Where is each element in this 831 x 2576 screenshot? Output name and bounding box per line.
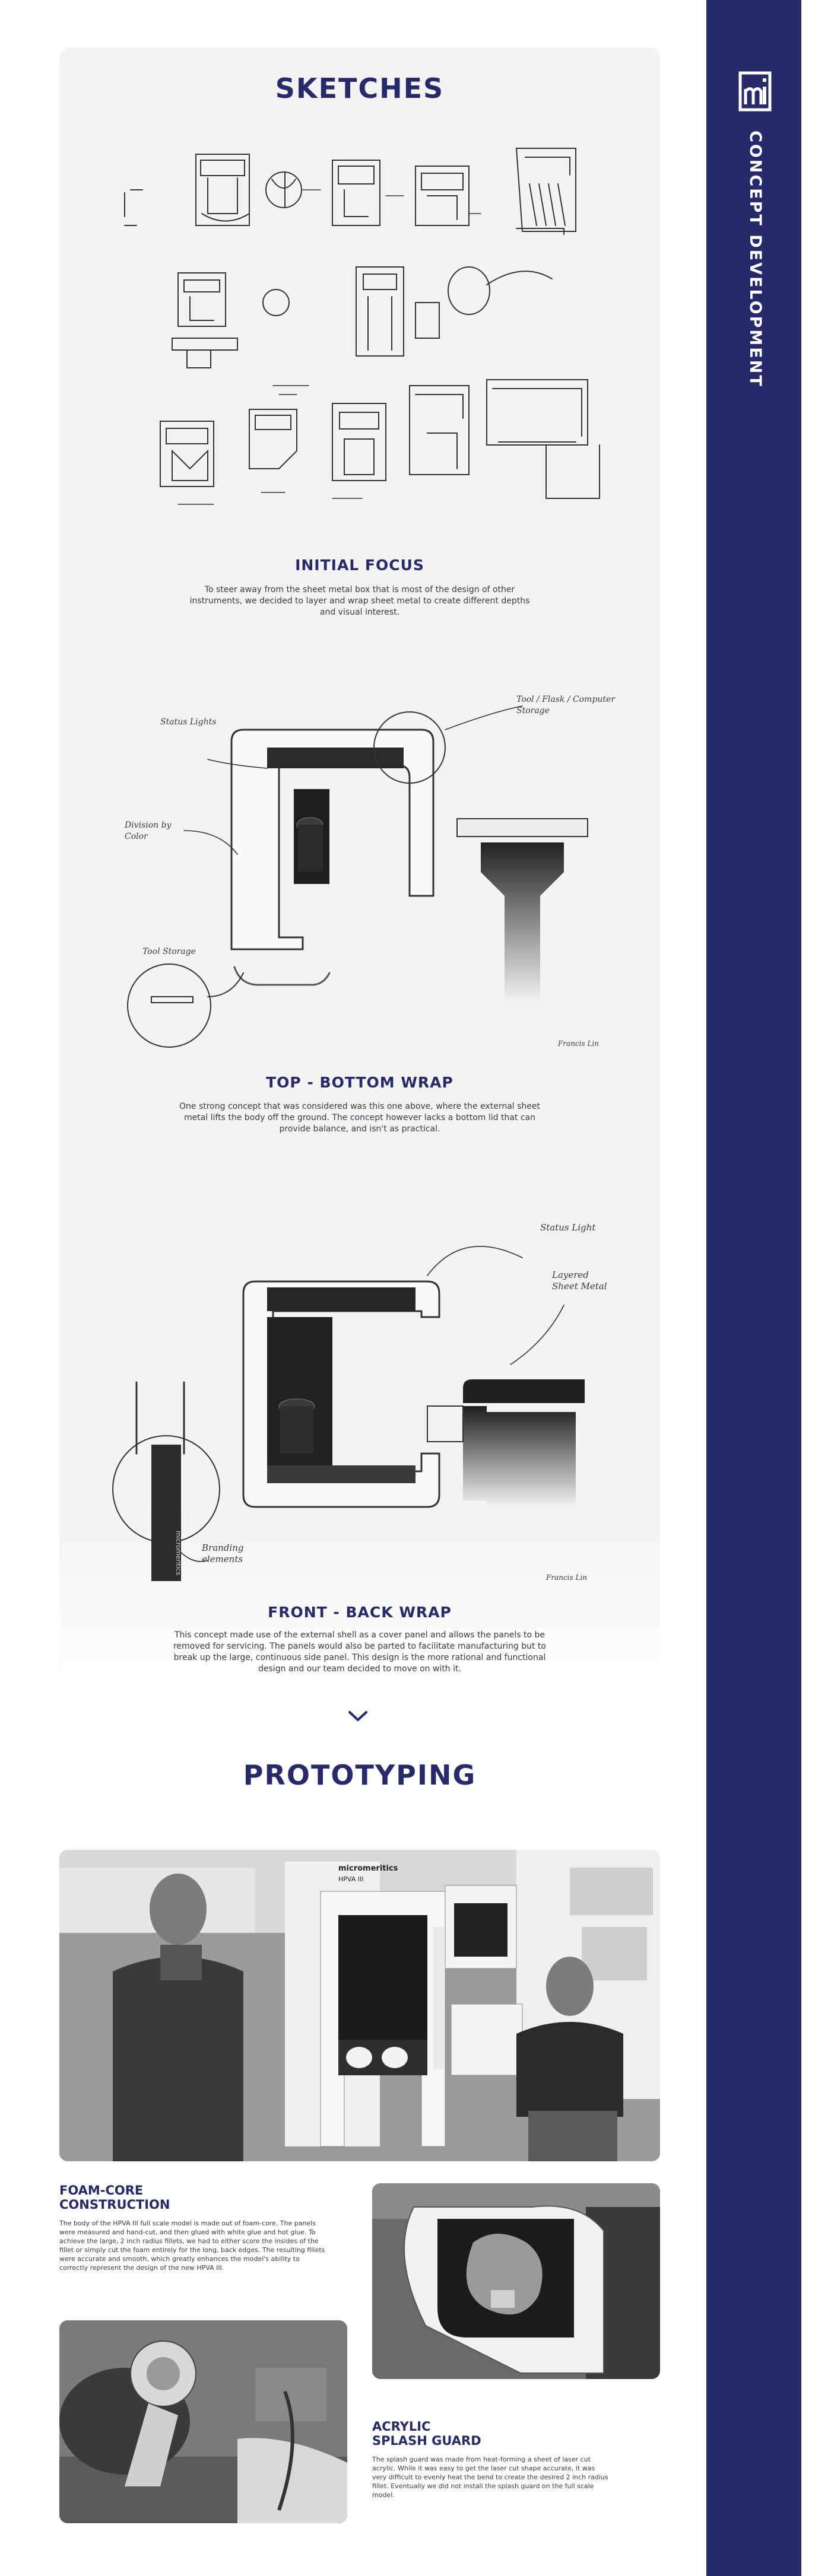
brand	[738, 71, 772, 388]
acrylic-title-1: ACRYLIC	[372, 2419, 431, 2434]
annotation-layered-sheet-metal: Layered Sheet Metal	[552, 1270, 607, 1292]
annotation-status-lights: Status Lights	[160, 717, 217, 727]
brand-bar-label: micromeritics	[175, 1531, 182, 1576]
sketch-panel	[59, 47, 660, 1703]
chevron-down-icon[interactable]	[348, 1710, 368, 1722]
sketches-title: SKETCHES	[275, 72, 445, 104]
foam-core-title-1: FOAM-CORE	[59, 2183, 144, 2197]
prototype-team-photo	[59, 1850, 660, 2161]
acrylic-text: The splash guard was made from heat-forming a sheet of laser cut acrylic. While it was easy to get the laser cut shape accurate, it was very difficult to evenly heat the bend to create the desired 2 inch radius fillet. Eventually we did not install the splash guard on the full scale model.	[372, 2456, 608, 2499]
annotation-division-by-color: Division by Color	[125, 820, 172, 841]
sketch-signature: Francis Lin	[558, 1039, 600, 1048]
acrylic-splash-guard-photo	[59, 2320, 347, 2523]
section-text-initial-focus: To steer away from the sheet metal box that is most of the design of other instruments, we decided to layer and wrap sheet metal to create different depths and visual interest.	[189, 585, 530, 617]
mi-logo-icon	[738, 71, 772, 112]
top-bottom-wrap-sketch	[95, 1210, 617, 1602]
sidebar-title-text: CONCEPT DEVELOPMENT	[746, 131, 765, 388]
foam-core-photo	[372, 2183, 660, 2379]
concept-sketches-image	[107, 125, 623, 540]
foam-core-text: The body of the HPVA III full scale model is made out of foam-core. The panels were measured and hand-cut, and then glued with white glue and hot glue. To achieve the large, 2 inch radius fillets, we had to either score the insides of the fillet or simply cut the foam entirely for the long, back edges. The resulting fillets were accurate and smooth, which greatly enhances the model's ability to correctly represent the design of the new HPVA III.	[59, 2219, 325, 2272]
section-title-front-back-wrap: FRONT - BACK WRAP	[268, 1604, 452, 1621]
machine-model-label: HPVA III	[338, 1875, 364, 1883]
section-title-initial-focus: INITIAL FOCUS	[295, 556, 424, 574]
prototyping-title: PROTOTYPING	[243, 1759, 477, 1791]
foam-core-title-2: CONSTRUCTION	[59, 2197, 170, 2212]
annotation-tool-storage: Tool Storage	[142, 947, 196, 956]
section-text-front-back-wrap: This concept made use of the external shell as a cover panel and allows the panels to be removed for servicing. The panels would also be parted to facilitate manufacturing but to break up the large, continuous side panel. This design is the more rational and functional design and our team decided to move on with it.	[173, 1630, 546, 1674]
sketch-signature-2: Francis Lin	[546, 1573, 588, 1582]
sidebar-title	[738, 131, 772, 388]
acrylic-title-2: SPLASH GUARD	[372, 2434, 481, 2448]
annotation-tool-storage-top: Tool / Flask / Computer Storage	[516, 695, 616, 715]
annotation-status-light: Status Light	[540, 1222, 596, 1233]
sidebar	[706, 0, 801, 2576]
annotation-branding-elements: Branding elements	[202, 1543, 244, 1564]
section-title-top-bottom-wrap: TOP - BOTTOM WRAP	[266, 1074, 453, 1091]
section-text-top-bottom-wrap: One strong concept that was considered was this one above, where the external sheet metal lifts the body off the ground. The concept however lacks a bottom lid that can provide balance, and isn't as practical.	[179, 1102, 541, 1134]
machine-brand-label: micromeritics	[338, 1864, 398, 1873]
initial-focus-sketch	[89, 647, 623, 1062]
